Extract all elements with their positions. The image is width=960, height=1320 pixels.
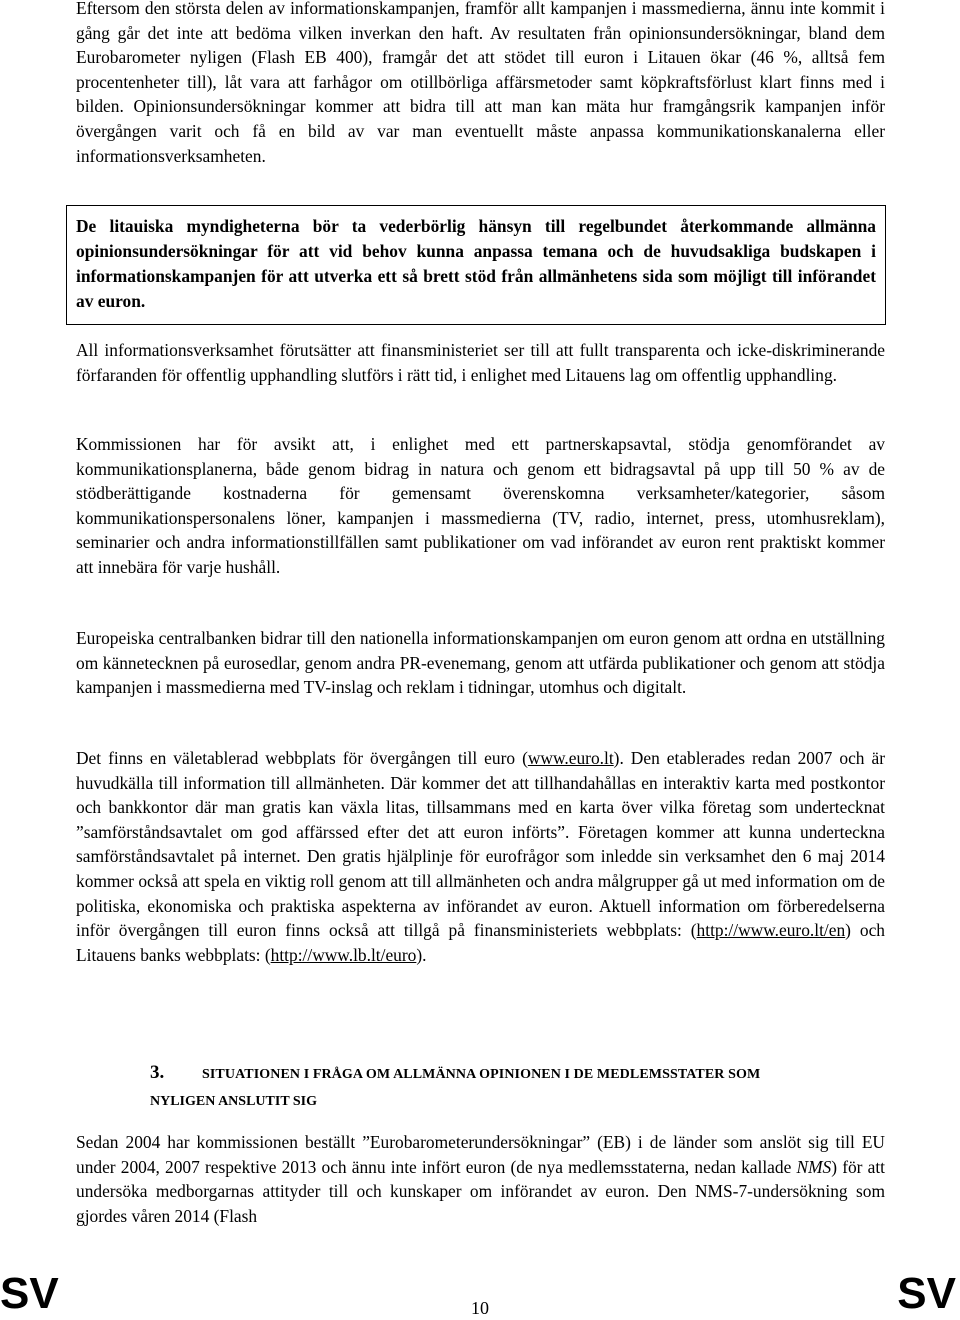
footer-language-left: SV [0,1269,59,1318]
text-run: ). Den etablerades redan 2007 och är huvudkälla till information till allmänheten. Där kommer det att tillhandahållas en interaktiv karta med postkontor och bankkontor där man gratis kan växla litas, tillsammans med en karta över vilka företag som undertecknat ”samförståndsavtalet om god affärssed efter det att euron införts”. Företagen kommer att kunna underteckna samförståndsavtalet på internet. Den gratis hjälplinje för eurofrågor som inledde sin verksamhet den 6 maj 2014 kommer också att spela en viktig roll genom att till allmänheten och andra målgrupper gå ut med information om de politiska, ekonomiska och praktiska aspekterna av införandet av euron. Aktuell information om förberedelserna inför övergången till euron finns också att tillgå på finansministeriets webbplats: ( [76,748,885,941]
recommendation-box [66,205,886,325]
paragraph-text: Kommissionen har för avsikt att, i enlighet med ett partnerskapsavtal, stödja genomförandet av kommunikationsplanerna, både genom bidrag in natura och genom ett bidragsavtal på upp till 50 % av de stödberättigande kostnaderna för gemensamt överenskomna verksamheter/kategorier, såsom kommunikationspersonalens löner, kampanjen i massmedierna (TV, radio, internet, press, utomhusreklam), seminarier och andra informationstillfällen samt publikationer om vad införandet av euron rent praktiskt kommer att innebära för varje hushåll. [76,434,885,577]
paragraph-text: Europeiska centralbanken bidrar till den nationella informationskampanjen om euron genom att ordna en utställning om kännetecknen på eurosedlar, genom andra PR-evenemang, genom att utfärda publikationer och genom att stödja kampanjen i massmedierna med TV-inslag och reklam i tidningar, utomhus och digitalt. [76,628,885,698]
link-euro-lt[interactable]: www.euro.lt [527,748,614,768]
paragraph-text: All informationsverksamhet förutsätter att finansministeriet ser till att fullt transparenta och icke-diskriminerande förfaranden för offentlig upphandling slutförs i rätt tid, i enlighet med Litauens lag om offentlig upphandling. [76,340,885,385]
paragraph-ecb [76,626,885,700]
text-run: Sedan 2004 har kommissionen beställt ”Eurobarometerundersökningar” (EB) i de länder som anslöt sig till EU under 2004, 2007 respektive 2013 och ännu inte infört euron (de nya medlemsstaterna, nedan kallade [76,1132,885,1177]
paragraph-text [76,746,885,967]
text-run: ). [416,944,427,965]
recommendation-text: De litauiska myndigheterna bör ta vederbörlig hänsyn till regelbundet återkommande allmänna opinionsundersökningar för att vid behov kunna anpassa temana och de huvudsakliga budskapen i informationskampanjen för att utverka ett så brett stöd från allmänhetens sida som möjligt till införandet av euron. [76,216,876,311]
page-number: 10 [471,1298,489,1318]
text-run: ) för att undersöka medborgarnas attityder till och kunskaper om införandet av euron. Den NMS-7-undersökning som gjordes våren 2014 (Flash [76,1156,885,1226]
paragraph-commission-support [76,432,885,580]
paragraph-website [76,746,885,967]
link-euro-lt-en[interactable]: http://www.euro.lt/en [696,920,846,941]
paragraph-eurobarometer [76,1130,885,1228]
link-lb-lt-euro[interactable]: http://www.lb.lt/euro [270,944,417,965]
section-title-line1: SITUATIONEN I FRÅGA OM ALLMÄNNA OPINIONEN I DE MEDLEMSSTATER SOM [202,1067,761,1082]
paragraph-procurement [76,338,885,387]
section-title-line2: NYLIGEN ANSLUTIT SIG [150,1094,318,1109]
paragraph-text [76,1130,885,1228]
nms-abbrev: NMS [796,1156,832,1177]
text-run: ) och Litauens banks webbplats: ( [76,920,885,965]
paragraph-text: Eftersom den största delen av informationskampanjen, framför allt kampanjen i massmedierna, ännu inte kommit i gång går det inte att bedöma vilken inverkan den haft. Av resultaten från opinionsundersökningar, bland dem Eurobarometer nyligen (Flash EB 400), framgår det att stödet till euron i Litauen ökar (46 %, alltså fem procentenheter till), låt vara att farhågor om otillbörliga affärsmetoder samt köpkraftsförlust klart finns med i bilden. Opinionsundersökningar kommer att bidra till att man kan mäta hur framgångsrik kampanjen inför övergången varit och få en bild av var man eventuellt måste anpassa kommunikationskanalerna eller informationsverksamheten. [76,0,885,166]
section-number: 3. [150,1062,165,1083]
text-run: Det finns en väletablerad webbplats för övergången till euro ( [76,748,528,768]
footer-language-right: SV [897,1269,956,1318]
section-heading [150,1062,890,1110]
paragraph-opinion-results [76,0,885,168]
